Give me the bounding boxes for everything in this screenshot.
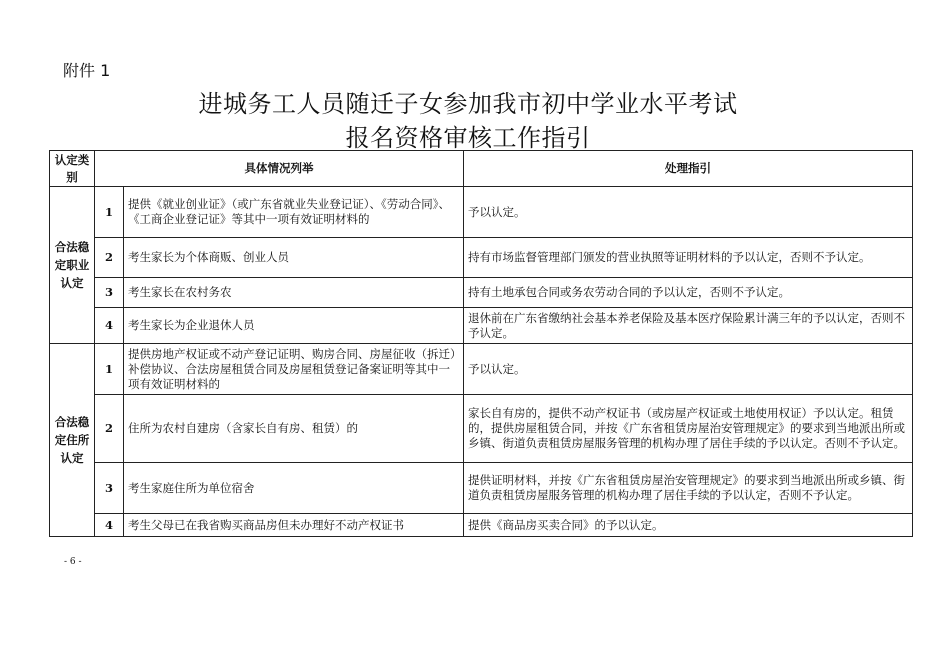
table-row xyxy=(50,278,913,308)
row-number: 4 xyxy=(95,514,124,537)
table-row xyxy=(50,238,913,278)
attachment-label: 附件 1 xyxy=(63,61,111,80)
row-number: 2 xyxy=(95,238,124,278)
document-title-line2: 报名资格审核工作指引 xyxy=(345,124,591,152)
table-row xyxy=(50,463,913,514)
guide-cell: 予以认定。 xyxy=(464,187,913,238)
row-number: 2 xyxy=(95,395,124,463)
situation-cell: 考生家长为个体商贩、创业人员 xyxy=(124,238,464,278)
situation-cell: 考生家长在农村务农 xyxy=(124,278,464,308)
category-residence: 合法稳定住所认定 xyxy=(50,344,95,537)
guide-cell: 提供《商品房买卖合同》的予以认定。 xyxy=(464,514,913,537)
header-situation: 具体情况列举 xyxy=(95,151,464,187)
situation-cell: 提供《就业创业证》（或广东省就业失业登记证）、《劳动合同》、《工商企业登记证》等其中一项有效证明材料的 xyxy=(124,187,464,238)
table-row xyxy=(50,308,913,344)
guide-cell: 家长自有房的，提供不动产权证书（或房屋产权证或土地使用权证）予以认定。租赁的，提供房屋租赁合同，并按《广东省租赁房屋治安管理规定》的要求到当地派出所或乡镇、街道负责租赁房屋服务管理的机构办理了居住手续的予以认定。否则不予认定。 xyxy=(464,395,913,463)
row-number: 3 xyxy=(95,278,124,308)
guide-cell: 予以认定。 xyxy=(464,344,913,395)
situation-cell: 住所为农村自建房（含家长自有房、租赁）的 xyxy=(124,395,464,463)
guide-cell: 提供证明材料，并按《广东省租赁房屋治安管理规定》的要求到当地派出所或乡镇、街道负责租赁房屋服务管理的机构办理了居住手续的予以认定，否则不予认定。 xyxy=(464,463,913,514)
table-row xyxy=(50,514,913,537)
row-number: 3 xyxy=(95,463,124,514)
situation-cell: 考生父母已在我省购买商品房但未办理好不动产权证书 xyxy=(124,514,464,537)
qualification-table xyxy=(49,150,913,537)
document-title-line1: 进城务工人员随迁子女参加我市初中学业水平考试 xyxy=(198,90,738,118)
table-row xyxy=(50,344,913,395)
situation-cell: 考生家长为企业退休人员 xyxy=(124,308,464,344)
header-guide: 处理指引 xyxy=(464,151,913,187)
category-occupation: 合法稳定职业认定 xyxy=(50,187,95,344)
table-row xyxy=(50,395,913,463)
row-number: 4 xyxy=(95,308,124,344)
table-header-row xyxy=(50,151,913,187)
row-number: 1 xyxy=(95,187,124,238)
situation-cell: 提供房地产权证或不动产登记证明、购房合同、房屋征收（拆迁）补偿协议、合法房屋租赁合同及房屋租赁登记备案证明等其中一项有效证明材料的 xyxy=(124,344,464,395)
situation-cell: 考生家庭住所为单位宿舍 xyxy=(124,463,464,514)
guide-cell: 持有市场监督管理部门颁发的营业执照等证明材料的予以认定，否则不予认定。 xyxy=(464,238,913,278)
row-number: 1 xyxy=(95,344,124,395)
guide-cell: 持有土地承包合同或务农劳动合同的予以认定，否则不予认定。 xyxy=(464,278,913,308)
header-category: 认定类别 xyxy=(50,151,95,187)
guide-cell: 退休前在广东省缴纳社会基本养老保险及基本医疗保险累计满三年的予以认定，否则不予认定。 xyxy=(464,308,913,344)
page-number: - 6 - xyxy=(64,557,82,567)
table-row xyxy=(50,187,913,238)
